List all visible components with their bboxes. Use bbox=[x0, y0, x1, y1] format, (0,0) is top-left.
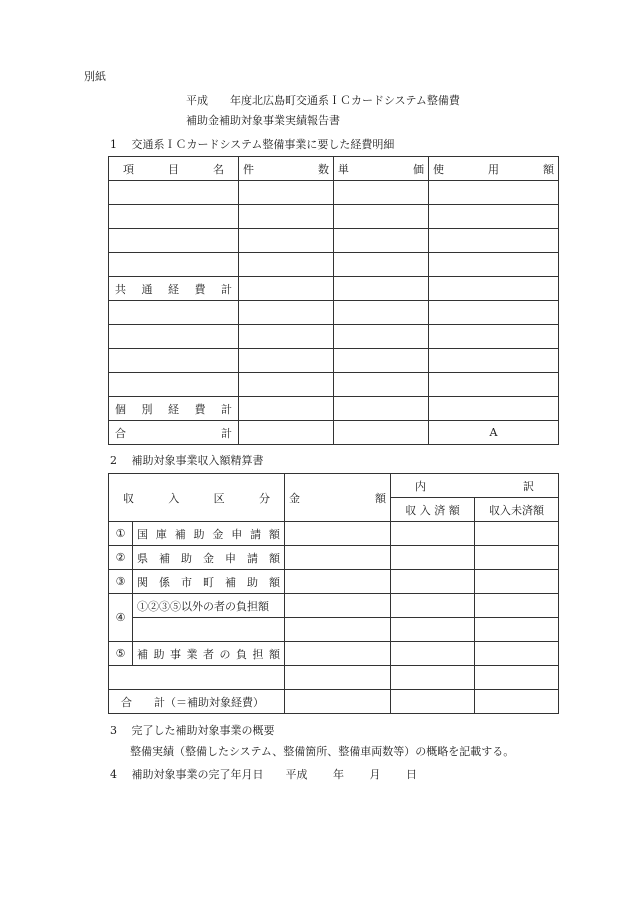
grand-total-row bbox=[109, 421, 559, 445]
individual-total-label: 個 別 経 費 計 bbox=[109, 397, 239, 421]
section3-heading: 3 完了した補助対象事業の概要 bbox=[110, 724, 275, 737]
table-row bbox=[109, 349, 559, 373]
section3-body: 整備実績（整備したシステム、整備箇所、整備車両数等）の概略を記載する。 bbox=[130, 745, 515, 758]
col-unit-price: 単 価 bbox=[334, 157, 429, 181]
section4-heading: 4 補助対象事業の完了年月日 平成 年 月 日 bbox=[110, 768, 417, 781]
common-total-row bbox=[109, 277, 559, 301]
table-row bbox=[109, 325, 559, 349]
section2-heading: 2 補助対象事業収入額精算書 bbox=[110, 454, 264, 467]
table-row bbox=[109, 181, 559, 205]
revenue-table bbox=[108, 473, 559, 714]
expense-table bbox=[108, 156, 559, 445]
table-row bbox=[109, 301, 559, 325]
common-total-label: 共 通 経 費 計 bbox=[109, 277, 239, 301]
expense-header-row bbox=[109, 157, 559, 181]
document-title-line1: 平成 年度北広島町交通系ＩＣカードシステム整備費 bbox=[186, 94, 460, 107]
document-title-line2: 補助金補助対象事業実績報告書 bbox=[186, 114, 340, 127]
individual-total-row bbox=[109, 397, 559, 421]
grand-total-label: 合 計 bbox=[109, 421, 239, 445]
revenue-total-row bbox=[109, 690, 559, 714]
col-item-name: 項 目 名 bbox=[109, 157, 239, 181]
col-amount: 金 額 bbox=[285, 474, 391, 522]
table-row bbox=[109, 373, 559, 397]
section1-heading: 1 交通系ＩＣカードシステム整備事業に要した経費明細 bbox=[110, 138, 395, 151]
revenue-row-operator: ⑤ 補 助 事 業 者 の 負 担 額 bbox=[109, 642, 559, 666]
revenue-row-others: ④ ①②③⑤以外の者の負担額 bbox=[109, 594, 559, 618]
revenue-row-national: ① 国 庫 補 助 金 申 請 額 bbox=[109, 522, 559, 546]
table-row bbox=[109, 205, 559, 229]
table-row bbox=[109, 666, 559, 690]
revenue-row-prefecture: ② 県 補 助 金 申 請 額 bbox=[109, 546, 559, 570]
col-unreceived: 収入未済額 bbox=[475, 498, 559, 522]
revenue-total-label: 合 計（＝補助対象経費） bbox=[109, 690, 285, 714]
col-breakdown: 内 訳 bbox=[391, 474, 559, 498]
attachment-label: 別紙 bbox=[84, 70, 106, 83]
col-amount-used: 使 用 額 bbox=[429, 157, 559, 181]
revenue-row-municipal: ③ 関 係 市 町 補 助 額 bbox=[109, 570, 559, 594]
col-received: 収 入 済 額 bbox=[391, 498, 475, 522]
col-revenue-category: 収 入 区 分 bbox=[109, 474, 285, 522]
total-amount-mark: A bbox=[429, 421, 559, 445]
table-row bbox=[109, 253, 559, 277]
col-count: 件 数 bbox=[239, 157, 334, 181]
table-row bbox=[109, 229, 559, 253]
